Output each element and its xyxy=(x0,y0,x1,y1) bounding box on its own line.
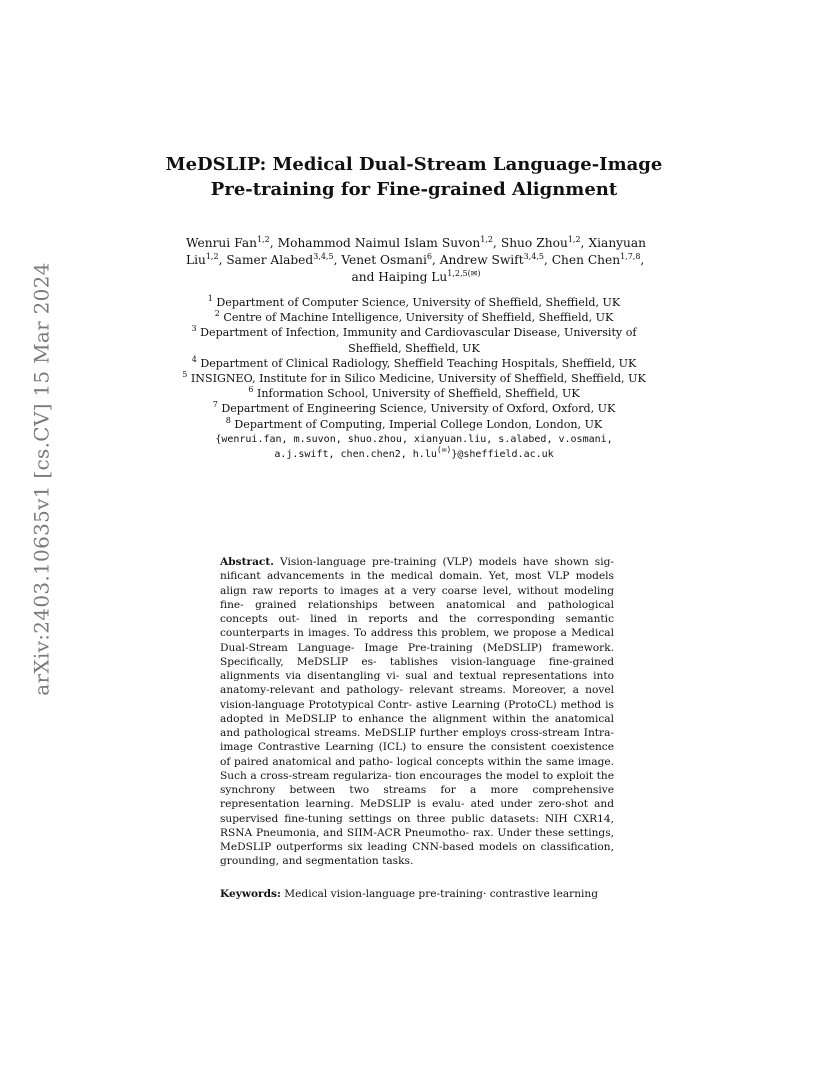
author-affil: 6 xyxy=(426,252,432,261)
abstract-line: ated under zero-shot and supervised fine-tuning settings on three public xyxy=(220,798,614,825)
affiliation-2 xyxy=(178,310,650,325)
abstract-line: align raw reports to images at a very coarse level, without modeling fine- xyxy=(220,584,614,611)
keywords xyxy=(220,887,614,901)
corresponding-mark: (✉) xyxy=(436,445,452,455)
paper-title xyxy=(150,152,678,202)
abstract-line: nificant advancements in the medical domain. Yet, most VLP models xyxy=(220,570,614,583)
affiliation-text: Information School, University of Sheffield, Sheffield, UK xyxy=(256,387,580,401)
abstract-line: tablishes vision-language fine-grained alignments via disentangling vi- xyxy=(220,655,614,682)
abstract-line: sual and textual representations into anatomy-relevant and pathology- xyxy=(220,670,614,697)
author-line-1: Wenrui Fan$^{1,2}$, Mohammod Naimul Islam Suvon$^{1,2}$, Shuo Zhou$^{1,2}$, Xianyuan Liu$^{1,2}$, Samer Alabed$^{3,4,5}$, Venet Osmani$^6$, Andrew Swift$^{3,4,5}$, Chen Chen$^{1,7,8}$, xyxy=(186,235,647,267)
author-name: Andrew Swift xyxy=(439,253,524,267)
author-name: Wenrui Fan xyxy=(186,236,257,250)
abstract xyxy=(220,555,614,869)
abstract-line: astive Learning (ProtoCL) method is adopted in MeDSLIP to enhance xyxy=(220,698,614,725)
affiliation-number: 3 xyxy=(191,324,197,334)
affiliation-text: Department of Computing, Imperial College London, London, UK xyxy=(234,417,603,431)
affiliation-4 xyxy=(178,356,650,371)
author-name: Xianyuan Liu xyxy=(186,236,647,267)
abstract-line: Image Pre-training (MeDSLIP) framework. Specifically, MeDSLIP es- xyxy=(220,641,614,668)
abstract-line: models on classification, grounding, and segmentation tasks. xyxy=(220,841,614,868)
affiliation-6 xyxy=(178,386,650,401)
affiliation-text: Department of Infection, Immunity and Cardiovascular Disease, University of xyxy=(200,326,637,340)
affiliation-text: INSIGNEO, Institute for in Silico Medicine, University of Sheffield, Sheffield, UK xyxy=(190,372,646,386)
affiliation-5 xyxy=(178,371,650,386)
affiliation-number: 6 xyxy=(248,385,254,395)
keywords-label: Keywords: xyxy=(220,888,281,900)
abstract-line: for a more comprehensive representation learning. MeDSLIP is evalu- xyxy=(220,784,614,811)
author-affil: 1,2 xyxy=(567,235,581,244)
affiliation-number: 4 xyxy=(191,354,197,364)
author-name: Chen Chen xyxy=(551,253,621,267)
abstract-line: to ensure the consistent coexistence of paired anatomical and patho- xyxy=(220,741,614,768)
affiliation-7 xyxy=(178,401,650,416)
author-line-last xyxy=(186,269,646,286)
author-name: Haiping Lu xyxy=(378,270,448,284)
affiliation-number: 5 xyxy=(182,370,188,380)
abstract-line: relevant streams. Moreover, a novel vision-language Prototypical Contr- xyxy=(220,684,614,711)
abstract-line: grained relationships between anatomical and pathological concepts out- xyxy=(220,598,614,625)
affiliation-number: 1 xyxy=(207,294,213,303)
author-name: Mohammod Naimul Islam Suvon xyxy=(277,236,481,250)
title-line-1: MeDSLIP: Medical Dual-Stream Language-Image xyxy=(165,154,663,175)
affiliation-number: 8 xyxy=(225,415,231,425)
abstract-line: datasets: NIH CXR14, RSNA Pneumonia, and SIIM-ACR Pneumotho- xyxy=(220,812,614,839)
affiliation-text: Department of Computer Science, University of Sheffield, Sheffield, UK xyxy=(216,296,621,309)
author-affil: 3,4,5 xyxy=(313,252,334,261)
abstract-line: tion encourages the model to exploit the synchrony between two streams xyxy=(220,769,615,796)
author-name: Samer Alabed xyxy=(226,253,314,267)
affiliation-3-cont: Sheffield, Sheffield, UK xyxy=(348,341,480,355)
email-line-1: {wenrui.fan, m.suvon, shuo.zhou, xianyuan.liu, s.alabed, v.osmani, xyxy=(215,433,613,445)
affiliation-number: 7 xyxy=(212,400,218,410)
author-affil: 1,2 xyxy=(256,235,270,244)
affiliation-text: Centre of Machine Intelligence, University of Sheffield, Sheffield, UK xyxy=(223,311,614,325)
keywords-text: Medical vision-language pre-training· contrastive learning xyxy=(284,888,599,900)
author-affil: 1,7,8 xyxy=(620,252,641,261)
email-text: a.j.swift, chen.chen2, h.lu xyxy=(274,449,437,461)
abstract-line: further employs cross-stream Intra-image Contrastive Learning (ICL) xyxy=(220,727,614,754)
arxiv-sidebar-stamp xyxy=(26,262,58,696)
abstract-line: logical concepts within the same image. Such a cross-stream regulariza- xyxy=(220,755,614,782)
title-line-2: Pre-training for Fine-grained Alignment xyxy=(210,179,618,200)
author-and: and xyxy=(351,270,375,284)
abstract-line: Vision-language pre-training (VLP) models have shown sig- xyxy=(279,556,614,568)
affiliation-list xyxy=(178,295,650,462)
author-affil: 1,2 xyxy=(480,235,493,244)
author-name: Venet Osmani xyxy=(341,253,427,267)
author-affil: 1,2 xyxy=(205,252,219,261)
affiliation-text: Department of Clinical Radiology, Sheffield Teaching Hospitals, Sheffield, UK xyxy=(200,356,637,370)
affiliation-8 xyxy=(178,417,650,432)
arxiv-id: arXiv:2403.10635v1 [cs.CV] 15 Mar 2024 xyxy=(30,262,54,696)
abstract-label: Abstract. xyxy=(220,556,274,568)
author-affil: 3,4,5 xyxy=(523,252,544,261)
abstract-line: the alignment within the anatomical and pathological streams. MeDSLIP xyxy=(220,712,614,739)
affiliation-number: 2 xyxy=(214,309,220,319)
author-list xyxy=(186,235,646,286)
abstract-line: To address this problem, we propose a Medical Dual-Stream Language- xyxy=(220,627,614,654)
author-name: Shuo Zhou xyxy=(500,236,568,250)
abstract-line: rax. Under these settings, MeDSLIP outperforms six leading CNN-based xyxy=(220,826,614,853)
abstract-line: lined in reports and the corresponding semantic counterparts in images. xyxy=(220,613,615,640)
author-affil: 1,2,5(✉) xyxy=(447,269,481,278)
affiliation-text: Department of Engineering Science, University of Oxford, Oxford, UK xyxy=(221,402,616,416)
email-line-2 xyxy=(178,447,650,462)
affiliation-1 xyxy=(178,295,650,310)
email-domain: }@sheffield.ac.uk xyxy=(451,449,554,461)
affiliation-3 xyxy=(178,325,650,340)
